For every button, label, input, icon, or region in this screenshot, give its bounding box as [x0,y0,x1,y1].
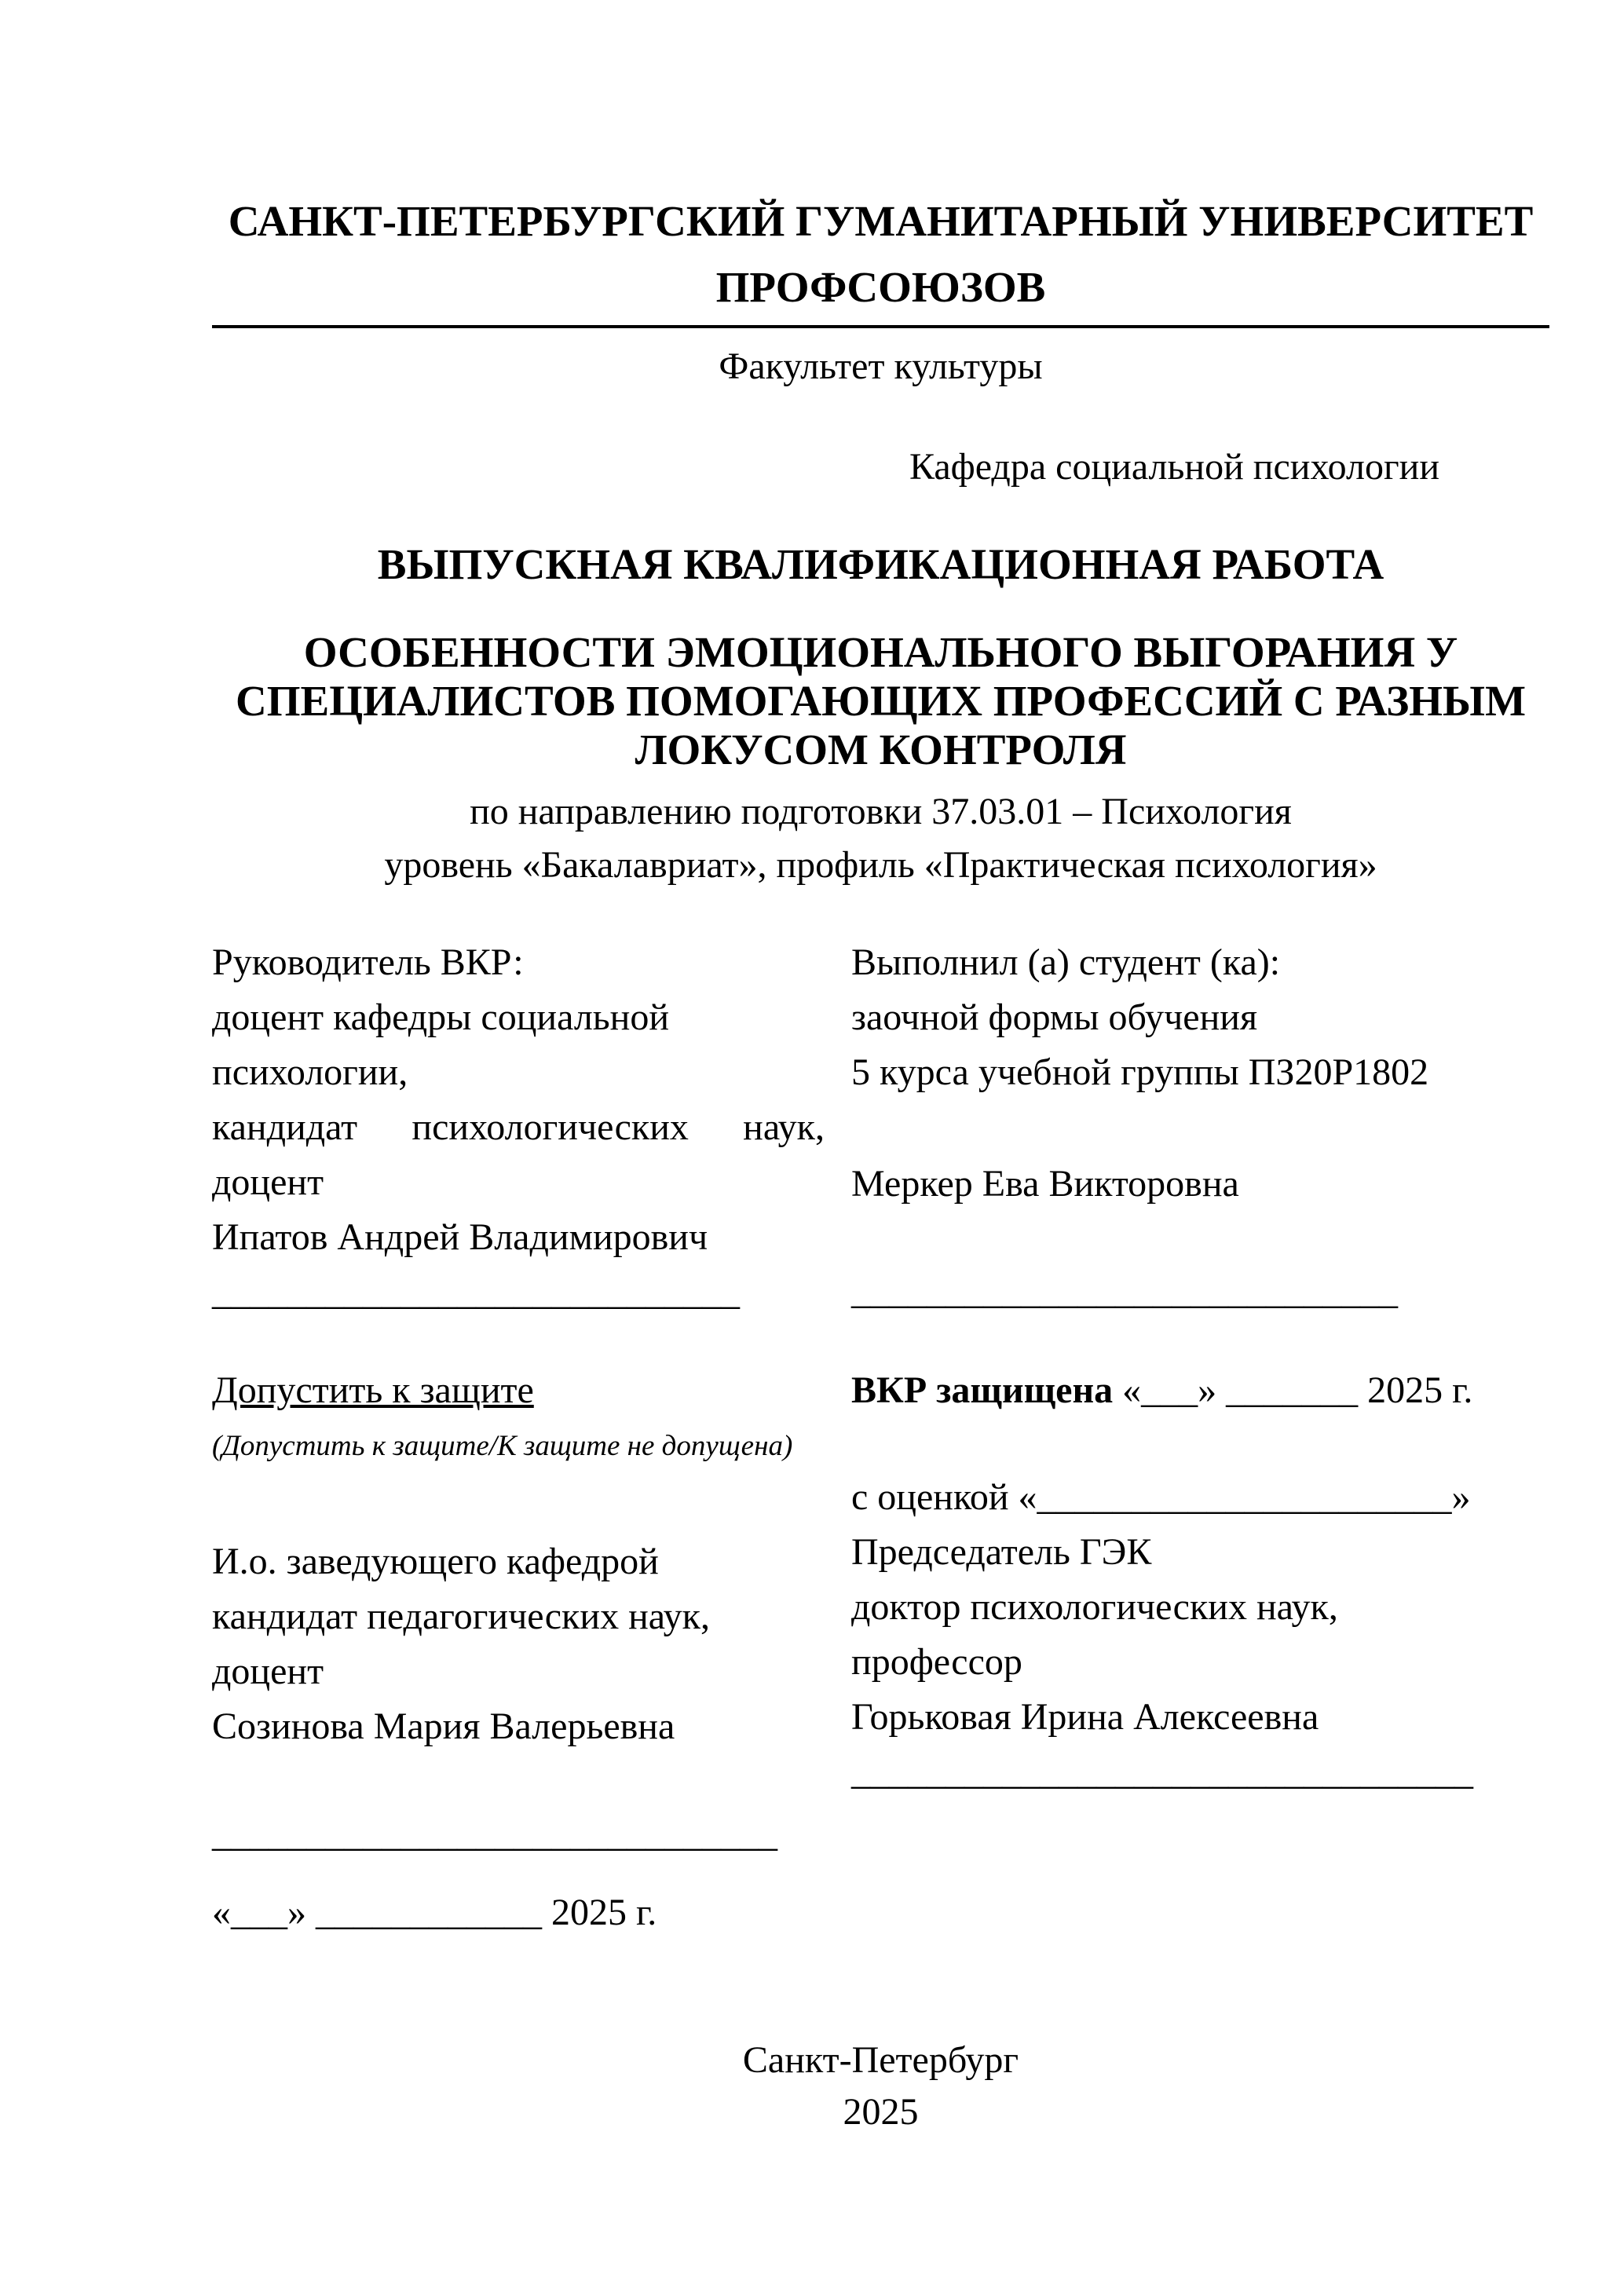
university-name-line: ПРОФСОЮЗОВ [715,263,1046,311]
advisor-name: Ипатов Андрей Владимирович [212,1216,708,1258]
advisor-column [212,935,825,1320]
direction-line: по направлению подготовки 37.03.01 – Психология [470,791,1292,832]
faculty-name: Факультет культуры [719,345,1043,387]
head-position-line: И.о. заведующего кафедрой [212,1541,659,1582]
level-line: уровень «Бакалавриат», профиль «Практическая психология» [384,844,1377,886]
defense-label-bold: ВКР защищена [851,1369,1114,1411]
admission-defense-section [212,1363,1549,1940]
admission-date-line: «___» ____________ 2025 г. [212,1892,657,1933]
advisor-position-line: кандидат психологических наук, [212,1106,825,1148]
admission-note: (Допустить к защите/К защите не допущена) [212,1430,793,1462]
advisor-position-line: доцент кафедры социальной [212,996,670,1038]
student-column [851,935,1549,1320]
student-label: Выполнил (а) студент (ка): [851,941,1281,983]
advisor-position-line: доцент [212,1161,324,1203]
defense-column [851,1363,1549,1940]
chair-name: Горьковая Ирина Алексеевна [851,1696,1319,1738]
student-info-line: 5 курса учебной группы ПЗ20Р1802 [851,1051,1429,1093]
admission-column [212,1363,825,1940]
footer-year: 2025 [843,2091,919,2133]
advisor-label: Руководитель ВКР: [212,941,524,983]
student-info-line: заочной формы обучения [851,996,1258,1038]
chair-position-line: доктор психологических наук, [851,1586,1338,1628]
chair-position-line: профессор [851,1641,1022,1683]
header-rule [212,325,1549,328]
thesis-title [212,628,1549,774]
work-type-heading: ВЫПУСКНАЯ КВАЛИФИКАЦИОННАЯ РАБОТА [377,540,1384,588]
grade-line: с оценкой «______________________» [851,1476,1471,1518]
advisor-position-line: психологии, [212,1051,408,1093]
chair-position-line: Председатель ГЭК [851,1531,1152,1573]
student-signature-line: _____________________________ [851,1270,1398,1312]
head-signature-line: ______________________________ [212,1813,777,1855]
head-position-line: кандидат педагогических наук, [212,1596,710,1637]
admission-title: Допустить к защите [212,1369,534,1411]
thesis-title-line: СПЕЦИАЛИСТОВ ПОМОГАЮЩИХ ПРОФЕССИЙ С РАЗНЫМ [236,677,1526,725]
university-name-line: САНКТ-ПЕТЕРБУРГСКИЙ ГУМАНИТАРНЫЙ УНИВЕРСИТЕТ [228,197,1534,245]
department-name: Кафедра социальной психологии [909,446,1439,488]
department-head-block [212,1534,825,1754]
head-name: Созинова Мария Валерьевна [212,1706,675,1747]
student-name: Меркер Ева Викторовна [851,1163,1239,1205]
advisor-student-section [212,935,1549,1320]
head-position-line: доцент [212,1651,324,1692]
defense-label-rest: «___» _______ 2025 г. [1113,1369,1473,1411]
footer [212,2035,1549,2138]
thesis-title-line: ОСОБЕННОСТИ ЭМОЦИОНАЛЬНОГО ВЫГОРАНИЯ У [303,628,1458,676]
thesis-title-line: ЛОКУСОМ КОНТРОЛЯ [635,726,1127,773]
university-name [212,188,1549,320]
advisor-signature-line: ____________________________ [212,1271,740,1313]
footer-city: Санкт-Петербург [742,2039,1019,2081]
defense-label [851,1363,1549,1418]
chair-signature-line: _________________________________ [851,1751,1473,1793]
